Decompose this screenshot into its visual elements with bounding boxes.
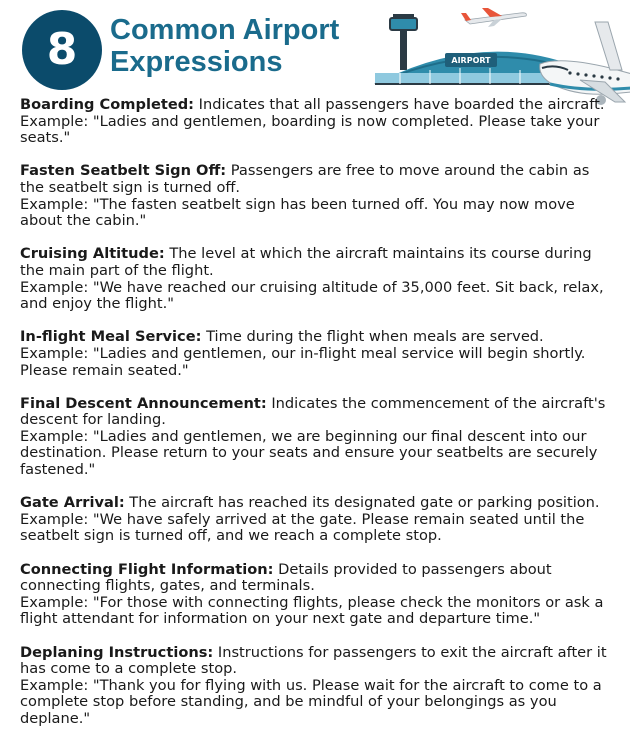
entry-example: Example: "Ladies and gentlemen, we are beginning our final descent into our destination. Please return to your seats and ensure your seatbelts are securely fastened." — [20, 427, 598, 479]
airliner-icon — [540, 22, 630, 105]
entry-cruising-altitude — [20, 246, 615, 312]
entry-definition: Instructions for passengers to exit the aircraft after it has come to a complete stop. — [20, 643, 607, 678]
entry-term: Fasten Seatbelt Sign Off: — [20, 162, 227, 180]
number-badge — [22, 10, 102, 90]
entry-fasten-seatbelt-sign-off — [20, 163, 615, 229]
entry-definition: Indicates that all passengers have boarded the aircraft. — [194, 96, 605, 113]
entry-example: Example: "We have safely arrived at the gate. Please remain seated until the seatbelt sign is turned off, and we reach a complete stop. — [20, 510, 585, 545]
entry-example: Example: "The fasten seatbelt sign has been turned off. You may now move about the cabin." — [20, 195, 575, 230]
entry-example: Example: "We have reached our cruising altitude of 35,000 feet. Sit back, relax, and enjoy the flight." — [20, 278, 604, 313]
entry-term: Gate Arrival: — [20, 494, 125, 512]
entry-term: Cruising Altitude: — [20, 245, 165, 263]
entry-example: Example: "For those with connecting flights, please check the monitors or ask a flight attendant for information on your next gate and departure time." — [20, 593, 604, 628]
entry-deplaning-instructions — [20, 645, 615, 728]
airport-sign-text: AIRPORT — [451, 56, 491, 65]
title-line-1: Common Airport — [110, 14, 340, 46]
entry-definition: The aircraft has reached its designated gate or parking position. — [124, 494, 600, 512]
entry-definition: The level at which the aircraft maintains its course during the main part of the flight. — [20, 245, 592, 279]
entry-definition: Time during the flight when meals are served. — [201, 328, 544, 346]
entry-definition: Indicates the commencement of the aircraft's descent for landing. — [20, 394, 606, 429]
small-plane-icon — [461, 8, 526, 27]
entry-example: Example: "Thank you for flying with us. Please wait for the aircraft to come to a complete stop before standing, and be mindful of your belongings as you deplane." — [20, 676, 602, 727]
entry-gate-arrival — [20, 495, 615, 545]
entry-term: Final Descent Announcement: — [20, 394, 267, 412]
entry-final-descent-announcement — [20, 396, 615, 479]
entry-definition: Details provided to passengers about connecting flights, gates, and terminals. — [20, 560, 552, 595]
entry-term: Connecting Flight Information: — [20, 560, 274, 578]
entry-definition: Passengers are free to move around the cabin as the seatbelt sign is turned off. — [20, 162, 590, 196]
entry-term: Deplaning Instructions: — [20, 643, 214, 661]
control-tower-icon — [390, 14, 417, 70]
entry-example: Example: "Ladies and gentlemen, our in-flight meal service will begin shortly. Please remain seated." — [20, 344, 586, 379]
entry-in-flight-meal-service — [20, 329, 615, 379]
expressions-list — [20, 97, 615, 744]
page-title — [110, 14, 339, 78]
entry-connecting-flight-information — [20, 562, 615, 628]
entry-example: Example: "Ladies and gentlemen, boarding is now completed. Please take your seats." — [20, 112, 600, 147]
badge-number: 8 — [46, 24, 78, 75]
entry-boarding-completed — [20, 97, 615, 147]
entry-term: In-flight Meal Service: — [20, 328, 202, 346]
entry-term: Boarding Completed: — [20, 96, 195, 113]
title-line-2: Expressions — [110, 46, 283, 78]
